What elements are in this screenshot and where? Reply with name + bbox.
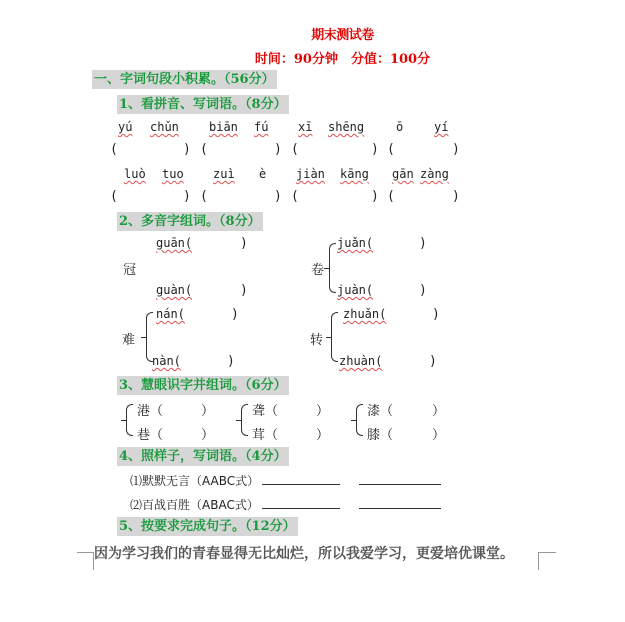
answer-blank-open[interactable]: (: [110, 189, 118, 204]
pinyin: ō: [396, 120, 404, 134]
margin-mark: [77, 552, 93, 553]
margin-mark: [538, 552, 539, 570]
pinyin: nàn(: [152, 354, 181, 368]
answer-blank-close[interactable]: ): [231, 307, 239, 322]
pinyin: yí: [434, 120, 449, 134]
char-word-blank[interactable]: 茸（: [252, 428, 279, 443]
answer-blank-close: ): [183, 142, 191, 157]
answer-blank-open[interactable]: (: [387, 189, 395, 204]
question-heading-4: 4、照样子，写词语。（4分）: [119, 449, 287, 464]
answer-blank-close: ）: [432, 404, 446, 419]
answer-blank-close: ): [452, 142, 460, 157]
page-title: 期末测试卷: [311, 28, 374, 43]
pinyin: jiàn: [296, 167, 325, 181]
pinyin: gān: [392, 167, 414, 181]
polyphone-char: 难: [122, 333, 136, 348]
char-word-blank[interactable]: 膝（: [367, 428, 394, 443]
question-heading-1: 1、看拼音、写词语。（8分）: [119, 97, 287, 112]
answer-line[interactable]: [262, 508, 340, 509]
pinyin: zuì: [213, 167, 235, 181]
answer-blank-open[interactable]: (: [291, 189, 299, 204]
margin-mark: [538, 552, 556, 553]
answer-blank-close: ): [274, 189, 282, 204]
footer-slogan: 因为学习我们的青春显得无比灿烂，所以我爱学习，更爱培优课堂。: [94, 546, 514, 562]
answer-blank-close: ): [183, 189, 191, 204]
answer-line[interactable]: [359, 484, 441, 485]
answer-blank-close: ): [452, 189, 460, 204]
answer-blank-close: ): [274, 142, 282, 157]
pinyin: zàng: [420, 167, 449, 181]
brace-icon: [126, 404, 133, 436]
pinyin: xī: [298, 120, 313, 134]
answer-blank-close[interactable]: ): [240, 236, 248, 251]
answer-blank-close: ): [371, 142, 379, 157]
pinyin: nán(: [156, 307, 185, 321]
answer-blank-close[interactable]: ): [419, 236, 427, 251]
answer-blank-close[interactable]: ): [429, 354, 437, 369]
brace-icon: [241, 404, 248, 436]
pinyin: shēng: [328, 120, 365, 134]
pinyin: zhuǎn(: [343, 307, 387, 321]
answer-blank-open[interactable]: (: [200, 189, 208, 204]
pinyin: juǎn(: [337, 236, 374, 250]
brace-icon: [331, 312, 338, 362]
question-heading-5: 5、按要求完成句子。（12分）: [119, 519, 296, 534]
char-word-blank[interactable]: 巷（: [137, 428, 164, 443]
pattern-prompt: ⑵百战百胜（ABAC式）: [130, 498, 259, 512]
char-word-blank[interactable]: 漆（: [367, 404, 394, 419]
polyphone-char: 冠: [123, 263, 137, 278]
answer-blank-open[interactable]: (: [110, 142, 118, 157]
char-word-blank[interactable]: 聋（: [252, 404, 279, 419]
answer-blank-close: ）: [316, 428, 330, 443]
pinyin: biān: [209, 120, 238, 134]
answer-blank-close: ）: [201, 404, 215, 419]
pinyin: luò: [124, 167, 146, 181]
pinyin: tuo: [162, 167, 184, 181]
pinyin: è: [259, 167, 267, 181]
answer-blank-close: ): [371, 189, 379, 204]
section-heading: 一、字词句段小积累。（56分）: [94, 72, 275, 87]
answer-blank-open[interactable]: (: [200, 142, 208, 157]
answer-blank-close[interactable]: ): [419, 283, 427, 298]
answer-blank-close[interactable]: ): [227, 354, 235, 369]
polyphone-char: 转: [310, 333, 324, 348]
answer-blank-close[interactable]: ): [432, 307, 440, 322]
question-heading-2: 2、多音字组词。（8分）: [119, 214, 261, 229]
brace-icon: [329, 243, 336, 293]
answer-line[interactable]: [359, 508, 441, 509]
pinyin: zhuàn(: [339, 354, 383, 368]
question-heading-3: 3、慧眼识字并组词。（6分）: [119, 378, 287, 393]
answer-blank-close: ）: [432, 428, 446, 443]
answer-blank-close: ）: [316, 404, 330, 419]
brace-icon: [356, 404, 363, 436]
polyphone-char: 卷: [311, 263, 325, 278]
answer-blank-open[interactable]: (: [387, 142, 395, 157]
pinyin: kāng: [340, 167, 369, 181]
answer-blank-close[interactable]: ): [240, 283, 248, 298]
exam-meta: 时间：90分钟 分值：100分: [254, 52, 431, 67]
pinyin: yú: [118, 120, 133, 134]
pinyin: guàn(: [156, 283, 193, 297]
answer-blank-close: ）: [201, 428, 215, 443]
pinyin: chǔn: [150, 120, 179, 134]
pinyin: juàn(: [337, 283, 374, 297]
pinyin: fú: [254, 120, 269, 134]
answer-line[interactable]: [262, 484, 340, 485]
pattern-prompt: ⑴默默无言（AABC式）: [130, 474, 260, 488]
answer-blank-open[interactable]: (: [291, 142, 299, 157]
pinyin: guān(: [156, 236, 193, 250]
char-word-blank[interactable]: 港（: [137, 404, 164, 419]
